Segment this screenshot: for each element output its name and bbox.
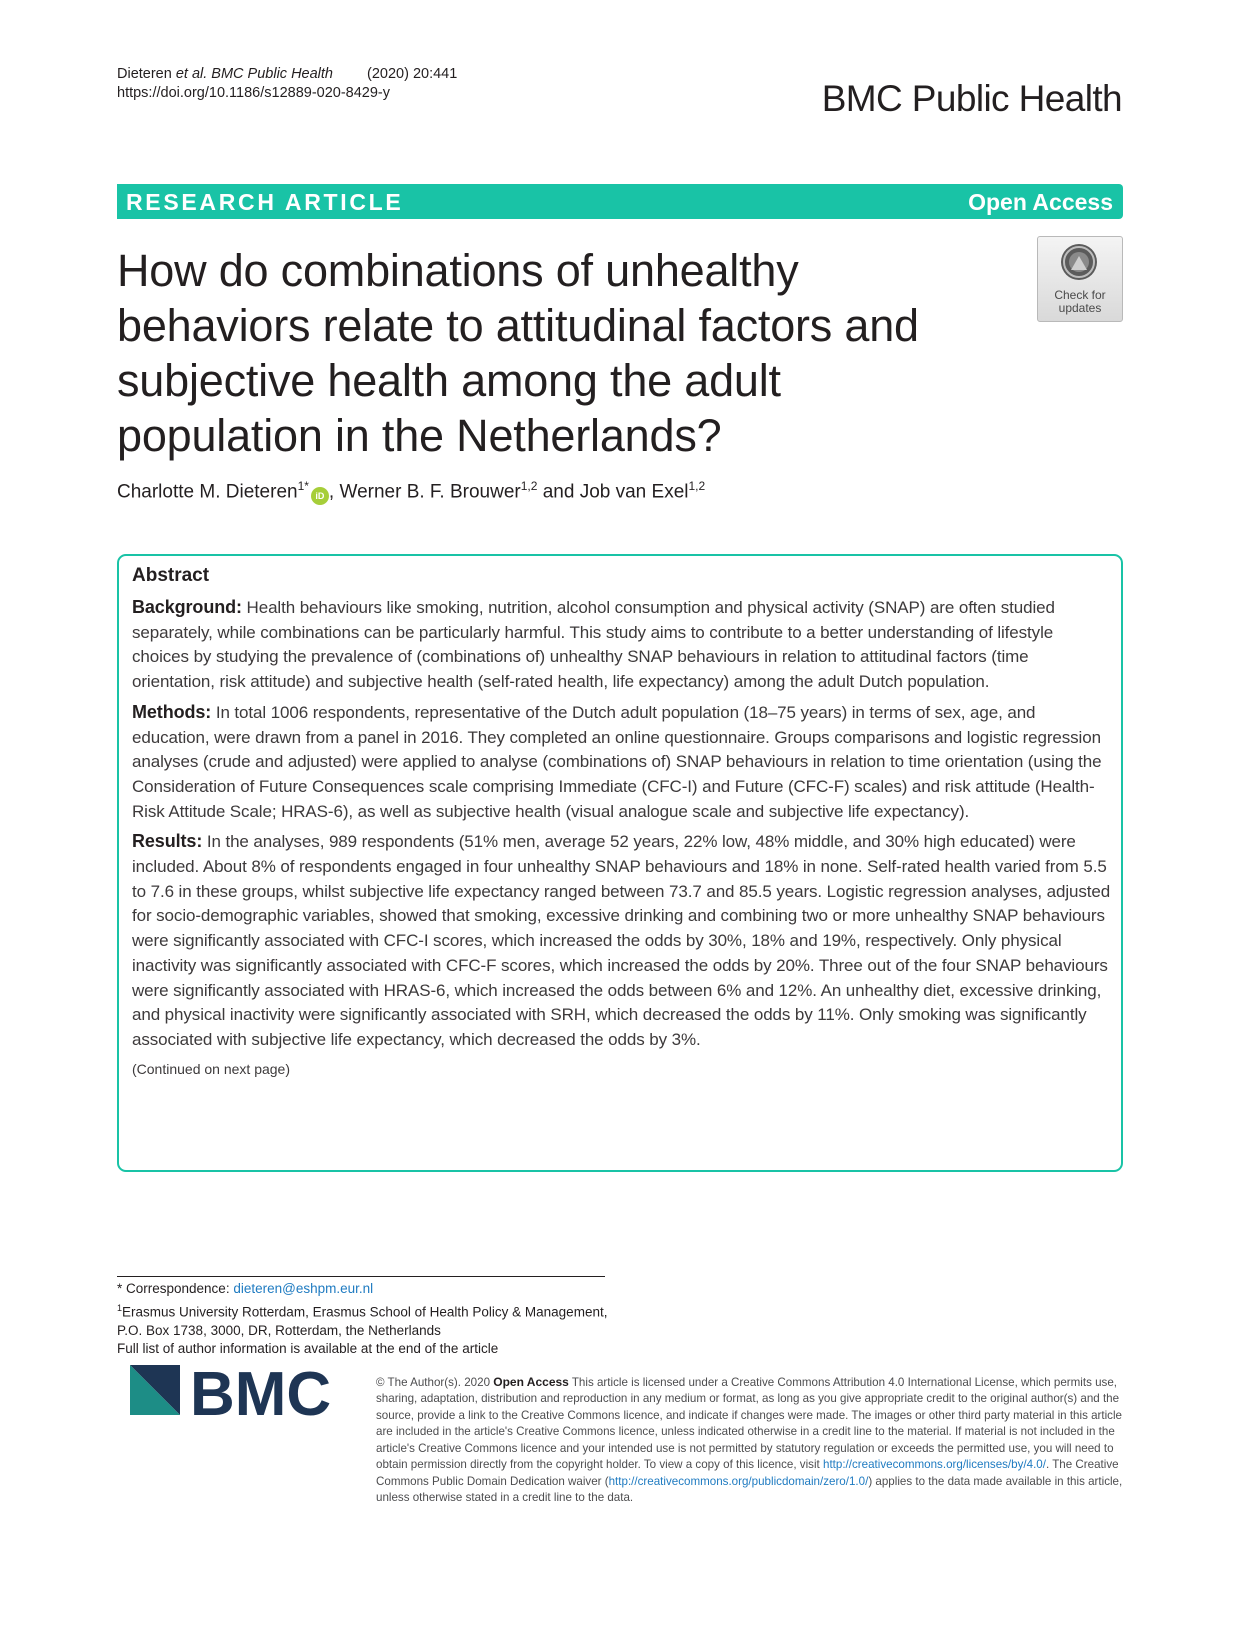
correspondence-email-link[interactable]: dieteren@eshpm.eur.nl xyxy=(233,1281,374,1296)
license-prefix: © The Author(s). 2020 xyxy=(376,1376,494,1389)
background-text: Health behaviours like smoking, nutrition, alcohol consumption and physical activity (SNAP) are often studied separately, while combinations can be particularly harmful. This study aims to contribute to a better understanding of lifestyle choices by studying the prevalence of (combinations of) unhealthy SNAP behaviours in relation to attitudinal factors (time orientation, risk attitude) and subjective health (self-rated health, life expectancy) among the adult Dutch population. xyxy=(132,598,1055,692)
license-text xyxy=(376,1374,1136,1507)
methods-label: Methods: xyxy=(132,701,212,722)
correspondence-line xyxy=(117,1280,617,1299)
author-name: and Job van Exel xyxy=(537,481,689,503)
correspondence-label: * Correspondence: xyxy=(117,1281,234,1296)
footnote-divider xyxy=(117,1276,605,1277)
article-title: How do combinations of unhealthy behaviors relate to attitudinal factors and subjective health among the adult population in the Netherlands? xyxy=(117,245,919,461)
check-updates-line2: updates xyxy=(1058,301,1102,315)
affiliation-marker: 1 xyxy=(117,1302,123,1313)
abstract-methods xyxy=(132,700,1112,825)
continued-note: (Continued on next page) xyxy=(132,1060,290,1077)
check-updates-icon xyxy=(1059,242,1099,282)
author-affiliation-marker: 1,2 xyxy=(520,479,538,493)
citation-journal: et al. BMC Public Health xyxy=(175,66,333,82)
citation-line xyxy=(117,65,457,84)
citation-author: Dieteren xyxy=(117,66,176,82)
author-name: , Werner B. F. Brouwer xyxy=(328,481,521,503)
methods-text: In total 1006 respondents, representative of the Dutch adult population (18–75 years) in terms of sex, age, and education, were drawn from a panel in 2016. They completed an online questionnaire. Groups comparisons and logistic regression analyses (crude and adjusted) were applied to analyse (combinations of) SNAP behaviours in relation to time orientation (using the Consideration of Future Consequences scale comprising Immediate (CFC-I) and Future (CFC-F) scales) and risk attitude (Health-Risk Attitude Scale; HRAS-6), as well as subjective health (visual analogue scale and subjective life expectancy). xyxy=(132,702,1102,821)
journal-name: BMC Public Health xyxy=(821,78,1122,119)
abstract-box xyxy=(117,554,1123,1172)
abstract-heading: Abstract xyxy=(132,565,210,586)
check-updates-line1: Check for xyxy=(1054,288,1106,302)
article-type-banner xyxy=(117,184,1123,219)
public-domain-url-link[interactable]: http://creativecommons.org/publicdomain/zero/1.0/ xyxy=(608,1474,869,1488)
check-for-updates-badge[interactable] xyxy=(1037,236,1123,322)
check-updates-text xyxy=(1038,289,1122,315)
article-type-label: RESEARCH ARTICLE xyxy=(126,189,404,215)
bmc-logo-text: BMC xyxy=(190,1365,332,1429)
results-label: Results: xyxy=(132,831,203,852)
citation-block xyxy=(117,65,457,103)
license-body: This article is licensed under a Creative Commons Attribution 4.0 International License, which permits use, sharing, adaptation, distribution and reproduction in any medium or format, as long as you give appropriate credit to the original author(s) and the source, provide a link to the Creative Commons licence, and indicate if changes were made. The images or other third party material in this article are included in the article's Creative Commons licence, unless indicated otherwise in a credit line to the material. If material is not included in the article's Creative Commons licence and your intended use is not permitted by statutory regulation or exceeds the permitted use, you will need to obtain permission directly from the copyright holder. To view a copy of this licence, visit xyxy=(376,1376,1123,1472)
affiliation-text: Erasmus University Rotterdam, Erasmus School of Health Policy & Management, P.O. Box 1738, 3000, DR, Rotterdam, the Netherlands xyxy=(117,1304,608,1338)
license-open-access: Open Access xyxy=(493,1375,569,1389)
background-label: Background: xyxy=(132,597,242,617)
author-affiliation-marker: 1,2 xyxy=(688,479,706,493)
license-url-link[interactable]: http://creativecommons.org/licenses/by/4.0/ xyxy=(823,1458,1046,1472)
affiliation-line xyxy=(117,1299,617,1341)
footnote xyxy=(117,1280,617,1359)
author-name: Charlotte M. Dieteren xyxy=(117,481,298,503)
license-body-3: ) applies to the data made available in this article, unless otherwise stated in a credit line to the data. xyxy=(376,1474,1123,1505)
bmc-logo xyxy=(130,1365,352,1429)
orcid-icon[interactable]: iD xyxy=(311,487,329,505)
license-body-2: . The Creative Commons Public Domain Dedication waiver ( xyxy=(376,1458,1119,1488)
abstract-background xyxy=(132,595,1112,695)
author-list xyxy=(117,479,705,505)
results-text: In the analyses, 989 respondents (51% men, average 52 years, 22% low, 48% middle, and 30% high educated) were included. About 8% of respondents engaged in four unhealthy SNAP behaviours and 18% in none. Self-rated health varied from 5.5 to 7.6 in these groups, whilst subjective life expectancy ranged between 73.7 and 85.5 years. Logistic regression analyses, adjusted for socio-demographic variables, showed that smoking, excessive drinking and combining two or more unhealthy SNAP behaviours were significantly associated with CFC-I scores, which increased the odds by 30%, 18% and 19%, respectively. Only physical inactivity was significantly associated with CFC-F scores, which increased the odds by 20%. Three out of the four SNAP behaviours were significantly associated with HRAS-6, which increased the odds between 6% and 12%. An unhealthy diet, excessive drinking, and physical inactivity were significantly associated with SRH, which decreased the odds by 11%. Only smoking was significantly associated with subjective life expectancy, which decreased the odds by 3%. xyxy=(132,832,1111,1049)
open-access-label: Open Access xyxy=(968,189,1113,215)
author-affiliation-marker: 1* xyxy=(297,479,309,493)
citation-volume: (2020) 20:441 xyxy=(367,66,458,82)
abstract-results xyxy=(132,829,1112,1052)
author-info-note: Full list of author information is available at the end of the article xyxy=(117,1341,499,1356)
doi-link[interactable]: https://doi.org/10.1186/s12889-020-8429-y xyxy=(117,85,391,101)
